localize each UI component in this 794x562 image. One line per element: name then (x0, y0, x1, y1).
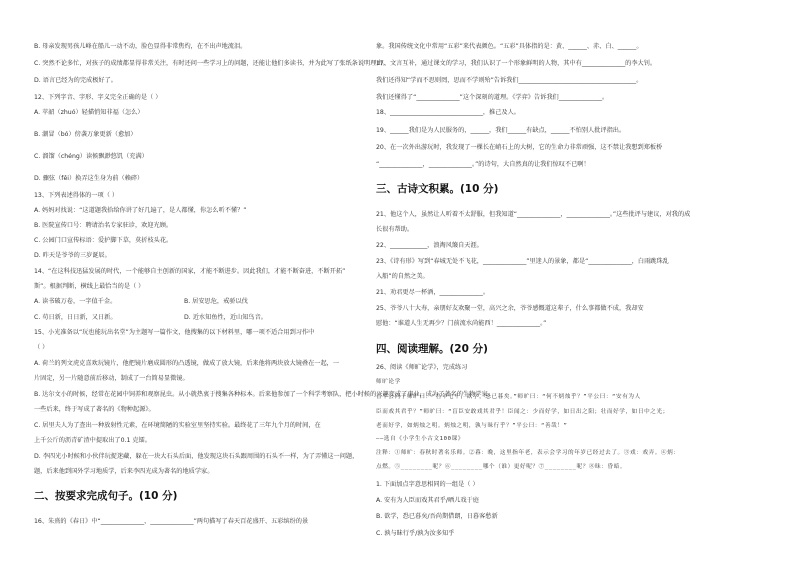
text-line: B. 居安思危，戒骄以伐 (184, 298, 248, 305)
section-heading: 二、按要求完成句子。(10 分) (34, 490, 178, 502)
classical-text-line: 晋平公问于师旷曰：“吾年七十，欲学，恐已暮矣。”师旷曰：“何不炳烛乎？”平公曰：“安有为人 (376, 394, 641, 400)
text-line: A. 安有为人臣而戏其君乎/晒儿戏于庭 (376, 497, 479, 504)
text-line: C. 溜馏（chéng）读候飘渺悠饥（充满） (34, 153, 148, 160)
text-line: 16、朱熹的《春日》中“______________，______________”两句描写了春天百花盛开、五彩缤纷的景 (34, 518, 309, 525)
text-line: 22、____________，浪淘风簸自天涯。 (376, 242, 483, 249)
text-line: 慰他：“谁道人生无再少？门前流水尚能西！______________。” (376, 320, 547, 327)
text-line: A. 荷兰的列文虎克喜欢玩镜片，他把镜片磨成圆形的凸透镜，做成了放大镜，后来他将两块放大镜叠在一起，一 (34, 360, 340, 367)
text-line: D. 骤弦（fěi）换弄这生身为前（赖碎） (34, 175, 144, 182)
text-line: 14、“在这科技迅猛发展的时代，一个能够自主创新的国家，才能不断进步。因此我们，才能不断奋进，不断开拓” (34, 268, 346, 275)
text-line: 12、下列字音、字形、字义完全正确的是（ ） (34, 94, 162, 101)
text-line: B. 达尔文小的时候，经常在花园中饲养和观察昆虫。从小就热衷于搜集各种标本。后来他参加了一个科学考察队，把小时候的兴趣变成了事业，成为了著名的生物学家。 (34, 391, 494, 398)
classical-text-line: 点燃。⑤________呢？⑥________哪个（谁）更好呢？⑦________呢？⑧昧：昏暗。 (376, 464, 627, 470)
text-line: D. 李四光小时候和小伙伴玩捉迷藏，躲在一块大石头后面，他发现这块石头跟周围的石头不一样，为了弄懂这一问题， (34, 453, 359, 460)
classical-text-line: 师旷论学 (376, 379, 401, 385)
text-line: B. 母亲发现男孩儿峰在船儿一动不动，脸色显得非常焦灼，在不出声地流泪。 (34, 43, 247, 50)
text-line: C. 突然不论多忙，对孩子的成绩都显得非常关注，有时还问一些学习上的问题，还能让他们多读书，并为此写了张纸条说明理由。 (34, 60, 389, 67)
text-line: 长很有帮助。 (376, 226, 414, 233)
text-line: 13、下列表述得体的一项（ ） (34, 192, 119, 199)
classical-text-line: 注释：①师旷：春秋时著名乐师。②暮：晚，这里指年老，表示会学习的年岁已经过去了。③戏：戏弄。④炳： (376, 450, 680, 456)
text-line: C. 公园门口宣传标语：爱护脚下草，莫折枝头花。 (34, 237, 173, 244)
classical-text-line: ——选自《小学生小古文100课》 (376, 436, 464, 442)
text-line: D. 昨天是爷爷的三岁诞辰。 (34, 252, 111, 259)
text-line: B. 医院宣传口号：聘请治名专家驻诊，欢迎光顾。 (34, 222, 173, 229)
text-line: 23、《诗有形》写到“春城无处不飞花，______________”里迷人的景象，都是“______________，白雨跳珠乱 (376, 258, 669, 265)
text-line: D. 语言已经为的完成极好了。 (34, 77, 117, 84)
text-line: 我们还得知“学而不思则罔，思而不学则殆”告诉我们______________________________________。 (376, 77, 643, 84)
text-line: 片固定，另一片随意前后移动，制成了一台简易显微镜。 (34, 375, 189, 382)
text-line: B. 欲学，恐已暮矣/吾尚期借朗，日暮客愁新 (376, 513, 498, 520)
text-line: C. 孰与昧行乎/孰为汝多知乎 (376, 530, 455, 537)
text-line: 20、在一次外出游玩时，我发现了一棵长在峭石上的大树，它的生命力非常顽强，这不禁让我想到郑板桥 (376, 144, 663, 151)
classical-text-line: 臣而戏其君乎？”师旷曰：“盲臣安敢戏其君乎！臣闻之：少而好学，如日出之阳；壮而好学，如日中之光； (376, 409, 669, 415)
text-line: 象。我国传统文化中常用“五彩”来代表颜色。“五彩”具体指的是：黄、______、赤、白、______。 (376, 43, 643, 50)
text-line: D. 近水知鱼性，近山知鸟音。 (184, 314, 267, 321)
text-line: C. 居里夫人为了查出一种放射性元素，在环境简陋的实验室里坚持实验。最终花了三年九个月的时间，在 (34, 422, 321, 429)
text-line: 一些后来，终于写成了著名的《物种起源》。 (34, 406, 155, 413)
text-line: 21、他这个人，虽然让人听着不太舒服，但我知道“______________，______________。”这些批评与建议，对我的成 (376, 211, 691, 218)
text-line: 1. 下面加点字意思相同的一组是（ ） (376, 481, 479, 488)
text-line: “______________，______________。”的诗句，大自然真的让我们惊叹不已啊！ (376, 161, 590, 168)
text-line: 15、小光准备以“玩也能玩出名堂”为主题写一篇作文，他搜集的以下材料里，哪一项不适合用到习作中 (34, 329, 315, 336)
text-line: 17、文言互补，通过课文的学习，我们认识了一个形象鲜明的人物，其中有______________的李大钊。 (376, 60, 657, 67)
text-line: 25、爷爷八十大寿，亲朋好友欢聚一堂，高兴之余，爷爷感慨道这辈子，什么事都做不成，我却安 (376, 305, 644, 312)
text-line: 我们还懂得了“______________”这个深刻的道理。《学弈》告诉我们______________。 (376, 94, 609, 101)
text-line: 19、______我们是为人民服务的，______，我们______有缺点，______不怕别人批评指出。 (376, 127, 626, 134)
text-line: 入船”的自然之美。 (376, 273, 429, 280)
classical-text-line: 老而好学，如炳烛之明。炳烛之明，孰与昧行乎？”平公曰：“善哉！” (376, 423, 568, 429)
text-line: 21、劝君更尽一杯酒，______________。 (376, 289, 490, 296)
section-heading: 四、阅读理解。(20 分) (376, 343, 488, 355)
text-line: C. 苟日新，日日新，又日新。 (34, 314, 117, 321)
text-line: 26、阅读《师旷论学》，完成练习 (376, 364, 468, 371)
text-line: B. 潮冒（bó）傍袭万象更新（愈加） (34, 131, 137, 138)
text-line: （ ） (34, 344, 49, 351)
text-line: A. 妈妈对找说：“这道题我拾给你讲了好几遍了，是人都懂，你怎么听不懂？” (34, 207, 247, 214)
text-line: 斯”。根据判断，横线上最恰当的是（ ） (34, 283, 145, 290)
text-line: A. 苹韶（zhuó）轻描悄知非福（怎么） (34, 109, 144, 116)
text-line: A. 读书破万卷，一字值千金。 (34, 298, 117, 305)
text-line: 18、______________________________，推己及人。 (376, 109, 520, 116)
text-line: 上千公斤的沥青矿渣中提取出了0.1 克镭。 (34, 437, 151, 444)
text-line: 题，后来他到国外学习地质学，后来李四光成为著名的地质学家。 (34, 468, 214, 475)
section-heading: 三、古诗文积累。(10 分) (376, 183, 499, 195)
